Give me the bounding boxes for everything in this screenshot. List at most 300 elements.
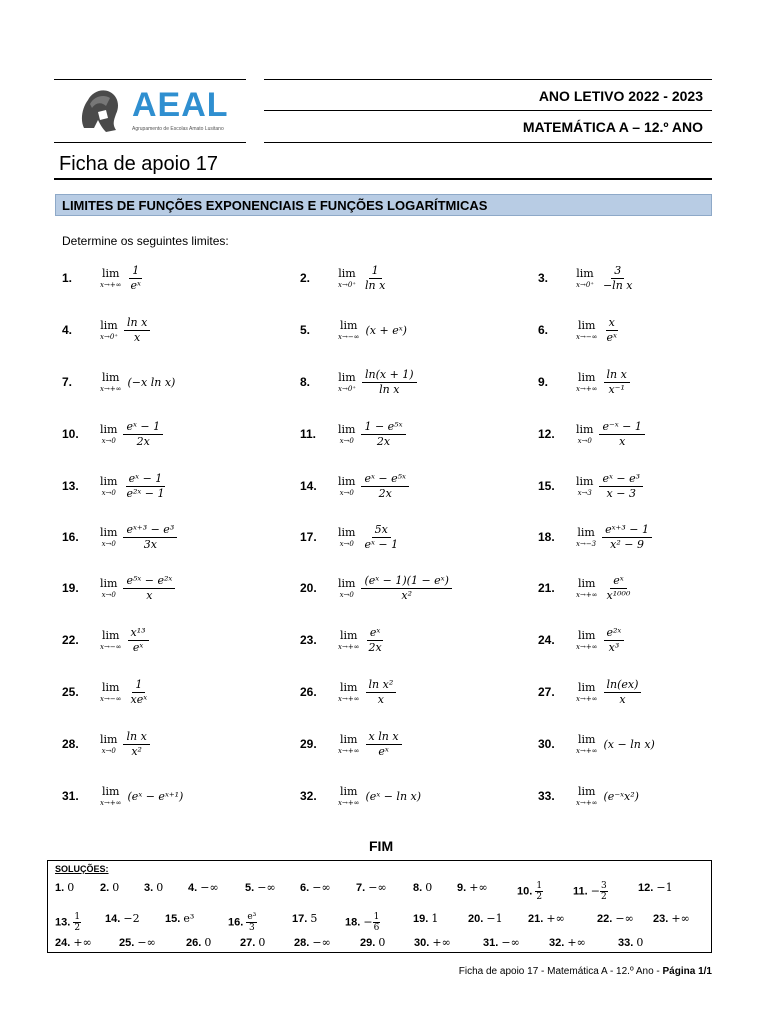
limit-operator [338, 577, 355, 599]
solution-number: 19. [413, 913, 429, 925]
fraction-numerator: e⁵ˣ − e²ˣ [123, 574, 175, 589]
exercise-expression [576, 413, 645, 455]
limit-operator [576, 629, 598, 651]
footer [459, 966, 712, 977]
solution-item [292, 912, 317, 925]
fraction-numerator: (eˣ − 1)(1 − eˣ) [361, 574, 451, 589]
exercise-item [538, 677, 738, 725]
limit-word: lim [576, 267, 594, 280]
fraction-denominator: x² [131, 744, 142, 758]
solution-value: −1 [656, 881, 673, 894]
solution-fraction-denominator: 2 [74, 923, 81, 933]
solution-item [653, 912, 690, 925]
limit-word: lim [100, 319, 118, 332]
solution-fraction [73, 912, 81, 933]
fraction [123, 523, 177, 552]
exercise-item [538, 367, 738, 415]
limit-word: lim [578, 733, 596, 746]
limit-approach: x→−∞ [576, 333, 598, 341]
fraction-numerator: eˣ⁺³ − 1 [602, 523, 652, 538]
limit-operator [100, 371, 122, 393]
school-logo [76, 84, 229, 136]
limit-word: lim [578, 785, 596, 798]
exercise-expression [338, 723, 402, 765]
fraction [361, 574, 451, 603]
solution-fraction-numerator: 1 [536, 881, 543, 891]
solution-item [144, 881, 163, 894]
solution-fraction [535, 881, 543, 902]
solution-value: +∞ [432, 936, 451, 949]
fraction [366, 730, 402, 759]
fraction-numerator: eˣ − 1 [123, 420, 163, 435]
fraction [602, 523, 652, 552]
limit-word: lim [340, 681, 358, 694]
exercise-number: 28. [62, 737, 79, 751]
solution-fraction [600, 881, 608, 902]
fraction [361, 472, 408, 501]
solution-item [55, 912, 81, 933]
limit-word: lim [576, 475, 594, 488]
solution-item [413, 912, 438, 925]
solutions-label: SOLUÇÕES: [55, 864, 109, 874]
exercise-expression [576, 465, 643, 507]
solution-number: 24. [55, 937, 71, 949]
exercise-item [538, 625, 738, 673]
exercise-item [300, 471, 500, 519]
exercise-expression [100, 619, 149, 661]
solution-value: −∞ [368, 881, 387, 894]
solution-item [245, 881, 276, 894]
fraction [604, 574, 634, 603]
limit-approach: x→0 [339, 437, 354, 445]
exercise-item [538, 573, 738, 621]
fraction-numerator: eˣ − 1 [126, 472, 166, 487]
section-title: LIMITES DE FUNÇÕES EXPONENCIAIS E FUNÇÕES LOGARÍTMICAS [62, 198, 488, 213]
solution-item [597, 912, 634, 925]
fraction [599, 472, 643, 501]
fraction [599, 420, 644, 449]
footer-page-total: /1 [703, 966, 712, 977]
fraction-denominator: x [619, 692, 626, 706]
exercise-expression [576, 516, 652, 558]
limit-approach: x→−∞ [100, 695, 122, 703]
fraction-numerator: 1 [129, 264, 142, 279]
header-rule-right-middle [264, 110, 712, 111]
fraction-numerator: e²ˣ [604, 626, 625, 641]
exercise-item [300, 677, 500, 725]
fraction-denominator: eˣ − 1 [364, 537, 399, 551]
exercise-number: 18. [538, 530, 555, 544]
limit-word: lim [578, 577, 596, 590]
fraction [123, 420, 163, 449]
exercise-expression [576, 361, 630, 403]
exercise-number: 22. [62, 633, 79, 647]
fraction-numerator: 3 [611, 264, 624, 279]
limit-word: lim [578, 681, 596, 694]
fraction-denominator: ln x [379, 382, 400, 396]
solution-value: −∞ [615, 912, 634, 925]
limit-expression: (x − ln x) [603, 737, 655, 751]
solution-value: −∞ [200, 881, 219, 894]
solution-sign: − [363, 915, 373, 929]
limit-word: lim [100, 733, 118, 746]
solution-item [240, 936, 265, 949]
fraction-denominator: xeˣ [130, 692, 148, 706]
exercise-item [300, 319, 500, 363]
solution-item [360, 936, 385, 949]
exercise-number: 21. [538, 581, 555, 595]
solution-item [55, 881, 74, 894]
exercise-expression [338, 361, 417, 403]
solution-item [549, 936, 586, 949]
solution-fraction-denominator: 2 [536, 892, 543, 902]
course-label: MATEMÁTICA A – 12.º ANO [522, 119, 703, 135]
exercise-item [300, 785, 500, 829]
fraction [361, 420, 405, 449]
fraction [128, 678, 151, 707]
exercise-number: 3. [538, 271, 549, 285]
limit-word: lim [100, 423, 118, 436]
fraction-denominator: eˣ [132, 640, 144, 654]
fraction [366, 626, 385, 655]
limit-operator [338, 371, 356, 393]
limit-operator [100, 785, 122, 807]
limit-expression: (x + eˣ) [365, 323, 407, 337]
exercise-item [300, 367, 500, 415]
exercise-item [300, 522, 500, 570]
exercise-expression [100, 671, 150, 713]
limit-approach: x→+∞ [100, 281, 122, 289]
solution-number: 21. [528, 913, 544, 925]
limit-operator [338, 733, 360, 755]
header-rule-right-bottom [264, 142, 712, 143]
limit-operator [338, 526, 355, 548]
solution-item [573, 881, 608, 902]
solution-item [413, 881, 432, 894]
exercise-item [538, 733, 738, 777]
limit-operator [576, 785, 598, 807]
limit-approach: x→0⁺ [338, 385, 356, 393]
fraction-denominator: ln x [364, 278, 386, 292]
fraction-denominator: x⁻¹ [608, 382, 625, 396]
fraction-denominator: x [377, 692, 384, 706]
limit-approach: x→+∞ [576, 591, 598, 599]
exercise-item [62, 371, 262, 415]
exercise-item [538, 785, 738, 829]
exercise-item [62, 573, 262, 621]
exercise-expression [576, 671, 641, 713]
exercise-expression [100, 361, 175, 403]
footer-page: Página 1 [662, 966, 704, 977]
solution-fraction-numerator: e³ [247, 912, 257, 922]
fraction-denominator: −ln x [602, 278, 633, 292]
exercise-number: 2. [300, 271, 311, 285]
limit-operator [576, 681, 598, 703]
solution-item [55, 936, 92, 949]
limit-expression: (e⁻ˣx²) [603, 789, 639, 803]
solution-number: 9. [457, 882, 467, 894]
solution-value: 1 [431, 912, 439, 925]
solution-number: 11. [573, 885, 588, 898]
exercise-expression [338, 309, 407, 351]
exercise-number: 8. [300, 375, 311, 389]
limit-word: lim [102, 267, 120, 280]
fraction [604, 316, 620, 345]
limit-operator [576, 475, 593, 497]
fraction-denominator: eˣ [606, 330, 617, 344]
limit-operator [576, 371, 598, 393]
solution-number: 23. [653, 913, 669, 925]
exercise-expression [100, 465, 168, 507]
exercise-number: 14. [300, 479, 317, 493]
solution-value: +∞ [73, 936, 92, 949]
solution-number: 16. [228, 916, 244, 929]
fraction-denominator: x [146, 588, 153, 602]
exercise-number: 32. [300, 789, 317, 803]
limit-word: lim [340, 785, 358, 798]
fraction-numerator: eˣ − e⁵ˣ [361, 472, 408, 487]
limit-approach: x→+∞ [338, 799, 360, 807]
fraction-denominator: eˣ [378, 744, 389, 758]
exercise-number: 7. [62, 375, 73, 389]
solution-item [618, 936, 643, 949]
fraction-numerator: 5x [372, 523, 391, 538]
exercise-item [538, 522, 738, 570]
solution-value: −∞ [312, 936, 331, 949]
limit-operator [338, 319, 360, 341]
solution-number: 26. [186, 937, 202, 949]
limit-approach: x→+∞ [100, 799, 122, 807]
fraction-denominator: 2x [378, 486, 392, 500]
exercise-expression [100, 567, 175, 609]
fraction-numerator: ln x [124, 316, 150, 331]
fraction [362, 264, 388, 293]
solution-value: e³ [183, 912, 195, 925]
solution-item [414, 936, 451, 949]
exercise-number: 30. [538, 737, 555, 751]
exercise-item [62, 471, 262, 519]
solution-value: 0 [67, 881, 75, 894]
limit-approach: x→3 [577, 489, 592, 497]
fraction-numerator: ln(ex) [604, 678, 642, 693]
exercise-item [62, 263, 262, 311]
fraction-numerator: 1 [369, 264, 382, 279]
limit-approach: x→+∞ [100, 385, 122, 393]
limit-approach: x→+∞ [338, 695, 360, 703]
solution-fraction-denominator: 2 [600, 892, 607, 902]
limit-word: lim [340, 733, 358, 746]
exercise-item [62, 625, 262, 673]
exercise-item [62, 785, 262, 829]
solution-value: −∞ [312, 881, 331, 894]
limit-approach: x→0 [339, 540, 354, 548]
limit-approach: x→+∞ [576, 643, 598, 651]
limit-operator [576, 423, 593, 445]
exercise-expression [576, 257, 636, 299]
limit-word: lim [576, 423, 594, 436]
exercise-item [300, 573, 500, 621]
limit-approach: x→0 [101, 747, 116, 755]
fraction-denominator: x³ [608, 640, 620, 654]
solution-fraction-numerator: 3 [600, 881, 607, 891]
solution-item [228, 912, 257, 933]
exercise-item [300, 729, 500, 777]
solution-number: 33. [618, 937, 634, 949]
solution-number: 8. [413, 882, 423, 894]
solution-number: 20. [468, 913, 484, 925]
exercise-number: 23. [300, 633, 317, 647]
limit-word: lim [338, 526, 356, 539]
solution-value: −2 [123, 912, 140, 925]
exercise-item [300, 625, 500, 673]
exercise-expression [338, 567, 452, 609]
limit-approach: x→+∞ [576, 799, 598, 807]
fraction-numerator: ln(x + 1) [362, 368, 417, 383]
limit-word: lim [102, 785, 120, 798]
limit-operator [576, 319, 598, 341]
fraction [128, 264, 144, 293]
limit-word: lim [100, 475, 118, 488]
limit-approach: x→+∞ [576, 747, 598, 755]
fraction-denominator: x² [401, 588, 412, 602]
exercise-item [62, 315, 262, 363]
exercise-number: 19. [62, 581, 79, 595]
solution-number: 15. [165, 913, 181, 925]
section-banner [55, 194, 712, 216]
solution-value: 0 [636, 936, 644, 949]
limit-operator [576, 267, 594, 289]
limit-operator [100, 423, 117, 445]
exercise-expression [338, 465, 409, 507]
fraction [123, 574, 175, 603]
limit-approach: x→+∞ [338, 643, 360, 651]
exercise-expression [100, 413, 163, 455]
solution-number: 28. [294, 937, 310, 949]
limit-word: lim [338, 371, 356, 384]
fraction-numerator: x ln x [366, 730, 402, 745]
exercise-expression [100, 257, 144, 299]
limit-approach: x→0 [101, 437, 116, 445]
limit-operator [576, 577, 598, 599]
limit-operator [100, 267, 122, 289]
fraction [128, 626, 149, 655]
exercise-number: 9. [538, 375, 549, 389]
solution-number: 6. [300, 882, 310, 894]
limit-operator [338, 475, 355, 497]
limit-word: lim [338, 267, 356, 280]
limit-word: lim [340, 629, 358, 642]
fraction-denominator: 2x [376, 434, 391, 448]
solution-number: 18. [345, 916, 361, 929]
solution-value: +∞ [671, 912, 690, 925]
exercise-expression [100, 775, 183, 817]
solution-value: 0 [378, 936, 386, 949]
fraction [604, 368, 630, 397]
exercise-expression [576, 567, 633, 609]
fraction [123, 472, 167, 501]
limit-operator [338, 267, 356, 289]
solution-item [638, 881, 673, 894]
exercise-number: 10. [62, 427, 79, 441]
solution-number: 5. [245, 882, 255, 894]
solution-item [457, 881, 488, 894]
fim-label: FIM [369, 838, 394, 854]
exercise-expression [338, 619, 385, 661]
fraction-denominator: 3x [143, 537, 157, 551]
solution-number: 3. [144, 882, 154, 894]
limit-operator [576, 733, 598, 755]
fraction-denominator: x − 3 [606, 486, 636, 500]
solution-number: 30. [414, 937, 430, 949]
solution-number: 25. [119, 937, 135, 949]
solution-item [483, 936, 520, 949]
solution-value: 0 [204, 936, 212, 949]
solution-number: 10. [517, 885, 533, 898]
limit-word: lim [100, 577, 118, 590]
solution-fraction [246, 912, 257, 933]
solution-number: 12. [638, 882, 654, 894]
exercise-item [538, 315, 738, 363]
fraction-numerator: eˣ − e³ [599, 472, 643, 487]
exercise-item [300, 263, 500, 311]
fraction-denominator: e²ˣ − 1 [126, 486, 165, 500]
exercise-expression [576, 723, 655, 765]
solution-sign: − [590, 884, 600, 898]
solution-value: 0 [156, 881, 164, 894]
solution-item [345, 912, 380, 933]
exercise-number: 16. [62, 530, 79, 544]
exercise-expression [100, 309, 150, 351]
solution-number: 22. [597, 913, 613, 925]
limit-operator [576, 526, 596, 548]
fraction-denominator: 2x [368, 640, 382, 654]
fraction [366, 678, 397, 707]
solution-item [165, 912, 194, 925]
solution-number: 17. [292, 913, 308, 925]
solution-item [100, 881, 119, 894]
solution-item [356, 881, 387, 894]
limit-operator [338, 681, 360, 703]
solution-value: −∞ [501, 936, 520, 949]
exercise-number: 20. [300, 581, 317, 595]
limit-approach: x→0 [101, 540, 116, 548]
limit-approach: x→0⁺ [338, 281, 356, 289]
limit-approach: x→+∞ [576, 695, 598, 703]
fraction-denominator: 2x [136, 434, 150, 448]
exercise-number: 33. [538, 789, 555, 803]
fraction-numerator: eˣ [610, 574, 626, 589]
limit-word: lim [578, 629, 596, 642]
limit-word: lim [102, 629, 120, 642]
solution-value: +∞ [469, 881, 488, 894]
exercise-number: 5. [300, 323, 311, 337]
solution-number: 2. [100, 882, 110, 894]
fraction [600, 264, 636, 293]
limit-approach: x→0 [339, 489, 354, 497]
exercise-number: 15. [538, 479, 555, 493]
exercise-item [62, 522, 262, 570]
limit-word: lim [578, 319, 596, 332]
limit-operator [338, 785, 360, 807]
solution-number: 4. [188, 882, 198, 894]
fraction [123, 730, 149, 759]
limit-expression: (eˣ − eˣ⁺¹) [127, 789, 184, 803]
fraction-numerator: eˣ [367, 626, 383, 641]
limit-word: lim [340, 319, 358, 332]
fraction [604, 678, 642, 707]
limit-approach: x→0⁺ [100, 333, 118, 341]
exercise-item [62, 419, 262, 467]
